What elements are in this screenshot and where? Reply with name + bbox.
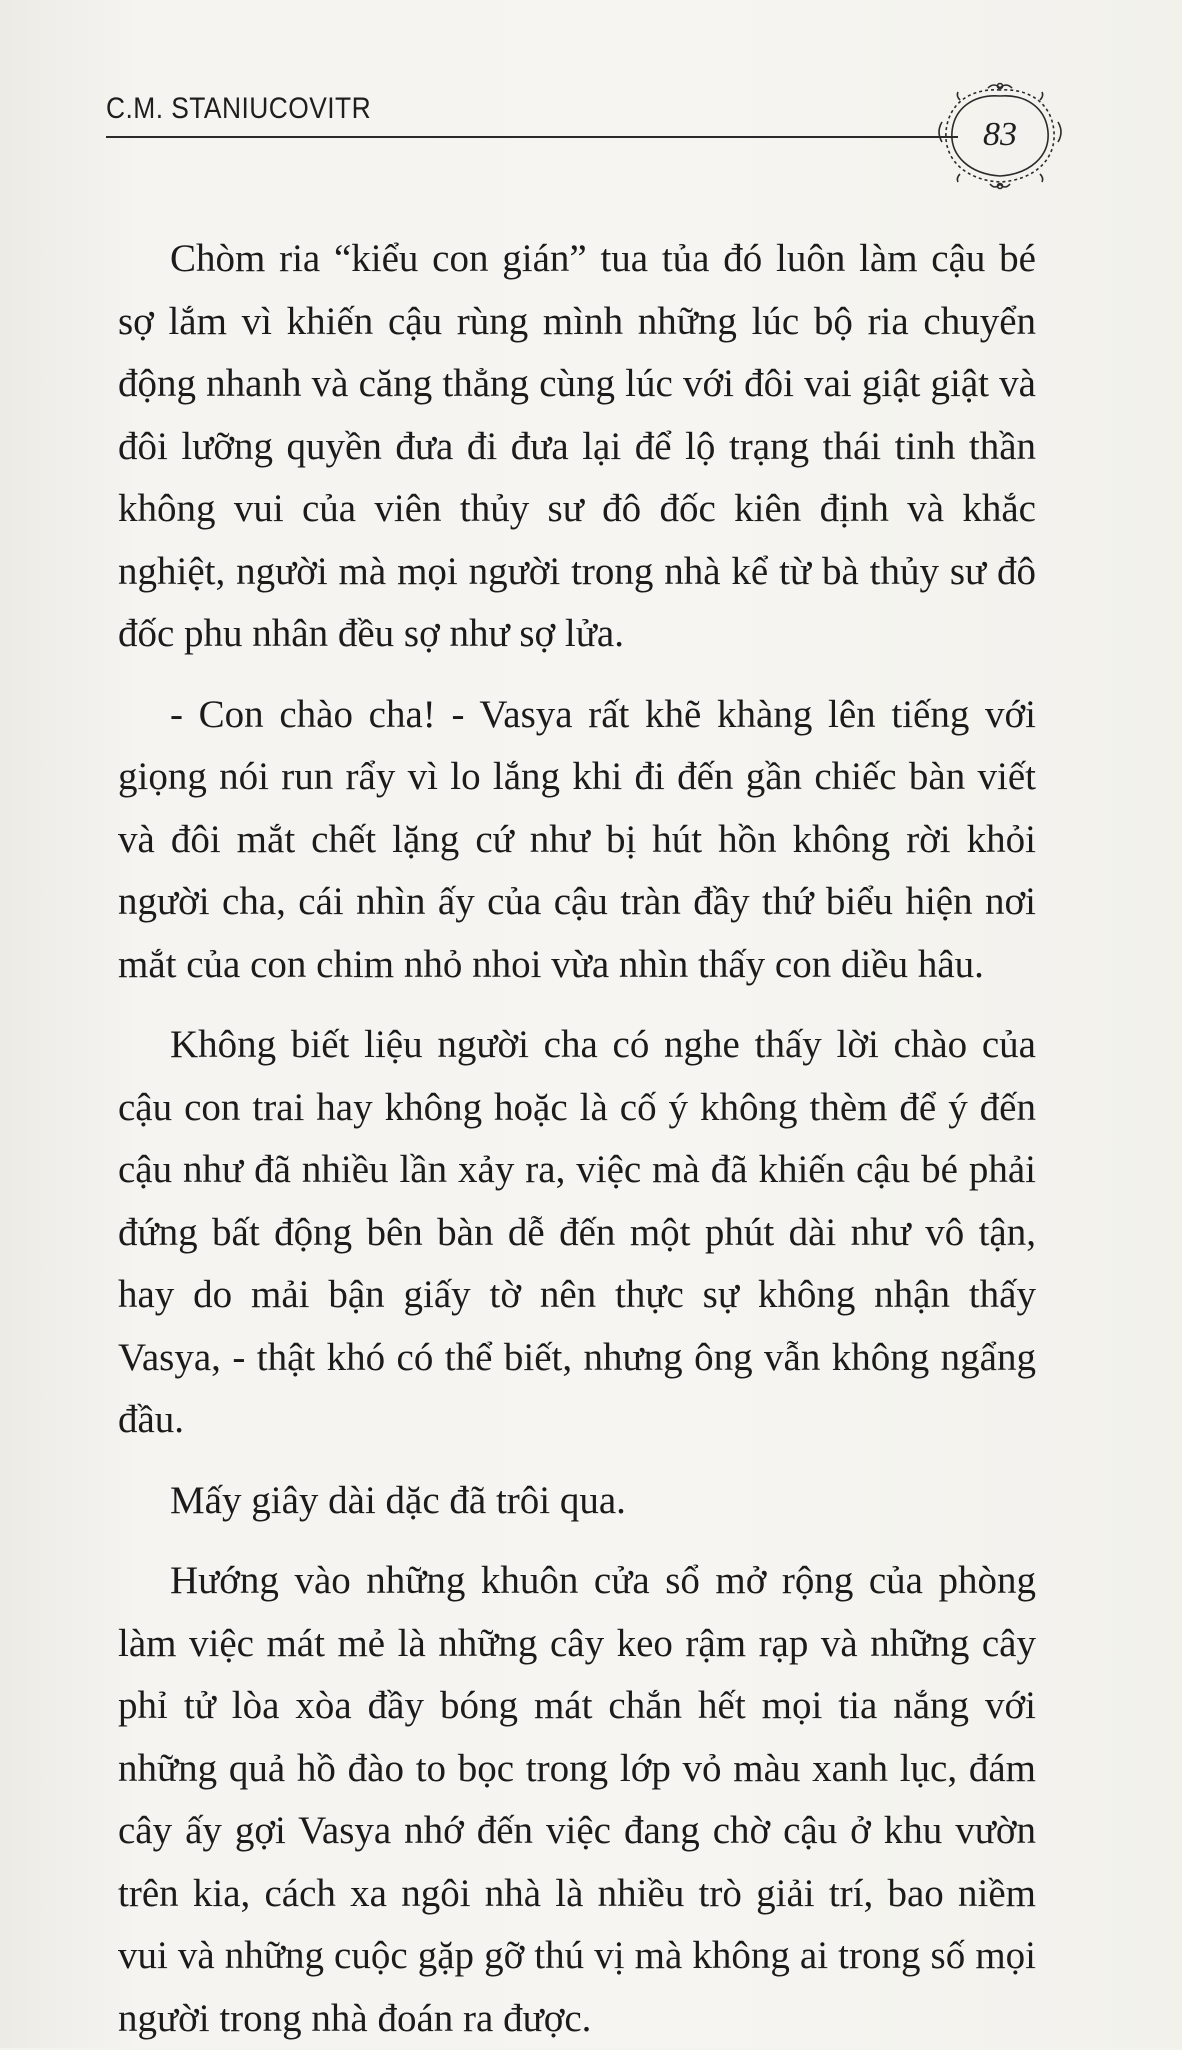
page-number: 83 <box>983 116 1017 153</box>
running-header <box>106 88 1046 148</box>
paragraph: Mấy giây dài dặc đã trôi qua. <box>170 1478 626 1522</box>
paragraph: - Con chào cha! - Vasya rất khẽ khàng lên tiếng với giọng nói run rẩy vì lo lắng khi đi đến gần chiếc bàn viết và đôi mắt chết lặng cứ như bị hút hồn không rời khỏi người cha, cái nhìn ấy của cậu tràn đầy thứ biểu hiện nơi mắt của con chim nhỏ nhoi vừa nhìn thấy con diều hâu. <box>118 692 1036 986</box>
body-text <box>118 228 1036 2050</box>
author-name: C.M. STANIUCOVITR <box>106 92 372 125</box>
header-rule <box>106 136 958 138</box>
paragraph: Hướng vào những khuôn cửa sổ mở rộng của phòng làm việc mát mẻ là những cây keo rậm rạp và những cây phỉ tử lòa xòa đầy bóng mát chắn hết mọi tia nắng với những quả hồ đào to bọc trong lớp vỏ màu xanh lục, đám cây ấy gợi Vasya nhớ đến việc đang chờ cậu ở khu vườn trên kia, cách xa ngôi nhà là nhiều trò giải trí, bao niềm vui và những cuộc gặp gỡ thú vị mà không ai trong số mọi người trong nhà đoán ra được. <box>118 1559 1036 2040</box>
paragraph: Chòm ria “kiểu con gián” tua tủa đó luôn làm cậu bé sợ lắm vì khiến cậu rùng mình những lúc bộ ria chuyển động nhanh và căng thẳng cùng lúc với đôi vai giật giật và đôi lưỡng quyền đưa đi đưa lại để lộ trạng thái tinh thần không vui của viên thủy sư đô đốc kiên định và khắc nghiệt, người mà mọi người trong nhà kể từ bà thủy sư đô đốc phu nhân đều sợ như sợ lửa. <box>118 237 1036 655</box>
paragraph: Không biết liệu người cha có nghe thấy lời chào của cậu con trai hay không hoặc là cố ý không thèm để ý đến cậu như đã nhiều lần xảy ra, việc mà đã khiến cậu bé phải đứng bất động bên bàn dễ đến một phút dài như vô tận, hay do mải bận giấy tờ nên thực sự không nhận thấy Vasya, - thật khó có thể biết, nhưng ông vẫn không ngẩng đầu. <box>118 1023 1036 1441</box>
